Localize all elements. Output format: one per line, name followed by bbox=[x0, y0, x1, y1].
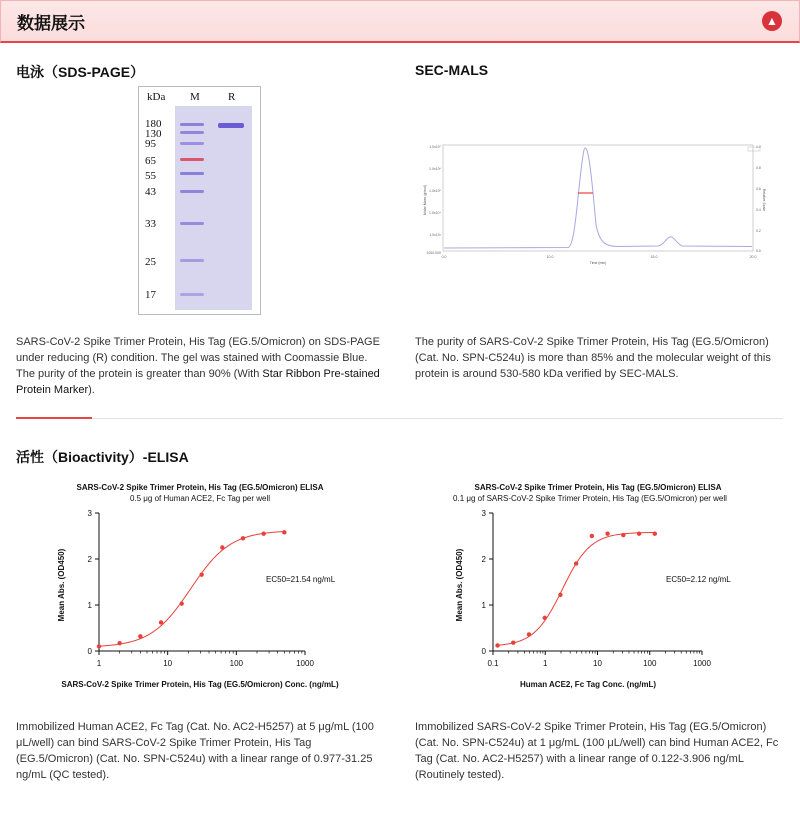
sec-mals-ytick: 1.0x10⁷ bbox=[429, 145, 441, 149]
elisa-1-caption: Immobilized Human ACE2, Fc Tag (Cat. No. AC2-H5257) at 5 μg/mL (100 μL/well) can bind SARS-CoV-2 Spike Trimer Protein, His Tag (EG.5/Omicron) (Cat. No. SPN-C524u) with a linear range of 0.977-31.25 ng/mL (QC tested). bbox=[16, 721, 374, 781]
sec-mals-y2tick: 0.8 bbox=[756, 166, 761, 170]
y-tick-label: 0 bbox=[87, 647, 92, 656]
x-tick-label: 100 bbox=[643, 659, 657, 668]
sec-mals-y2label: Relative Scale bbox=[762, 188, 766, 212]
data-point bbox=[574, 561, 578, 565]
sec-mals-y2tick: 1.0 bbox=[756, 145, 761, 149]
marker-label: 55 bbox=[145, 170, 156, 182]
sds-caption bbox=[16, 334, 386, 398]
sds-caption-text: SARS-CoV-2 Spike Trimer Protein, His Tag (EG.5/Omicron) on SDS-PAGE under reducing (R) condition. The gel was stained with Coomassie Blue. The purity of the protein is greater than 90% (With bbox=[16, 336, 380, 380]
sec-mals-xtick: 20.0 bbox=[749, 255, 757, 259]
marker-label: 33 bbox=[145, 218, 156, 230]
gel-lane-r-label: R bbox=[228, 91, 236, 103]
section-title: 数据展示 bbox=[17, 14, 85, 33]
data-point bbox=[653, 532, 657, 536]
gel-marker-band bbox=[180, 222, 204, 225]
sec-mals-y2tick: 0.2 bbox=[756, 229, 761, 233]
y-tick-label: 3 bbox=[481, 509, 486, 518]
data-point bbox=[138, 634, 142, 638]
elisa-2-title: SARS-CoV-2 Spike Trimer Protein, His Tag (EG.5/Omicron) ELISA bbox=[474, 483, 722, 492]
sec-mals-ytick: 1.0x10³ bbox=[429, 233, 441, 237]
fit-curve bbox=[498, 532, 655, 645]
gel-marker-band bbox=[180, 190, 204, 193]
section-header bbox=[0, 0, 800, 43]
marker-label: 17 bbox=[145, 289, 156, 301]
y-tick-label: 2 bbox=[481, 555, 486, 564]
data-point bbox=[199, 572, 203, 576]
marker-label: 95 bbox=[145, 138, 156, 150]
gel-marker-band bbox=[180, 142, 204, 145]
marker-label: 43 bbox=[145, 186, 156, 198]
chevron-up-icon[interactable]: ▲ bbox=[762, 11, 782, 31]
x-tick-label: 1000 bbox=[693, 659, 711, 668]
sec-mals-ytick: 1000.000 bbox=[426, 251, 441, 255]
elisa-chart-2 bbox=[408, 475, 788, 695]
data-point bbox=[495, 643, 499, 647]
data-point bbox=[261, 532, 265, 536]
sds-page-title: 电泳（SDS-PAGE） bbox=[16, 64, 145, 80]
gel-marker-band bbox=[180, 158, 204, 161]
elisa-1-xlabel: SARS-CoV-2 Spike Trimer Protein, His Tag (EG.5/Omicron) Conc. (ng/mL) bbox=[61, 680, 339, 689]
data-point bbox=[543, 616, 547, 620]
elisa-chart-1 bbox=[10, 475, 390, 695]
x-tick-label: 0.1 bbox=[487, 659, 499, 668]
section-divider-accent bbox=[16, 417, 92, 419]
elisa-2-xlabel: Human ACE2, Fc Tag Conc. (ng/mL) bbox=[519, 680, 657, 689]
sec-mals-xtick: 15.0 bbox=[650, 255, 658, 259]
elisa-1-title: SARS-CoV-2 Spike Trimer Protein, His Tag (EG.5/Omicron) ELISA bbox=[76, 483, 324, 492]
marker-label: 25 bbox=[145, 256, 156, 268]
section-divider bbox=[16, 418, 783, 419]
x-tick-label: 1 bbox=[543, 659, 548, 668]
marker-label: 180 bbox=[145, 118, 162, 130]
elisa-1-ec50: EC50=21.54 ng/mL bbox=[266, 575, 336, 584]
gel-lanes bbox=[175, 106, 252, 310]
sds-caption-end: ). bbox=[88, 384, 95, 396]
x-tick-label: 1000 bbox=[296, 659, 314, 668]
gel-marker-band bbox=[180, 131, 204, 134]
x-tick-label: 100 bbox=[229, 659, 244, 668]
data-point bbox=[511, 641, 515, 645]
elisa-2-ec50: EC50=2.12 ng/mL bbox=[666, 575, 731, 584]
sec-mals-plot-area bbox=[443, 145, 753, 251]
sec-mals-y2tick: 0.4 bbox=[756, 208, 761, 212]
x-tick-label: 10 bbox=[163, 659, 173, 668]
x-tick-label: 1 bbox=[96, 659, 102, 668]
sec-mals-title: SEC-MALS bbox=[415, 62, 489, 78]
sec-mals-ylabel: Molar Mass (g/mol) bbox=[423, 185, 427, 215]
y-tick-label: 2 bbox=[87, 555, 92, 564]
gel-sample-band bbox=[218, 123, 244, 128]
gel-marker-band bbox=[180, 123, 204, 126]
elisa-2-subtitle: 0.1 μg of SARS-CoV-2 Spike Trimer Protein, His Tag (EG.5/Omicron) per well bbox=[453, 494, 727, 503]
gel-marker-band bbox=[180, 293, 204, 296]
data-point bbox=[621, 533, 625, 537]
elisa-2-ylabel: Mean Abs. (OD450) bbox=[455, 548, 464, 622]
y-tick-label: 1 bbox=[481, 601, 486, 610]
sec-mals-caption: The purity of SARS-CoV-2 Spike Trimer Protein, His Tag (EG.5/Omicron) (Cat. No. SPN-C524u) is more than 85% and the molecular weight of this protein is around 530-580 kDa verified by SEC-MALS. bbox=[415, 336, 771, 380]
elisa-2-caption: Immobilized SARS-CoV-2 Spike Trimer Protein, His Tag (EG.5/Omicron) (Cat. No. SPN-C524u) at 1 μg/mL (100 μL/well) can bind Human ACE2, Fc Tag (Cat. No. AC2-H5257) with a linear range of 0.122-3.906 ng/mL (Routinely tested). bbox=[415, 721, 779, 781]
sec-mals-chart bbox=[418, 140, 770, 268]
data-point bbox=[637, 532, 641, 536]
marker-label: 65 bbox=[145, 155, 156, 167]
data-point bbox=[159, 620, 163, 624]
data-point bbox=[558, 593, 562, 597]
data-point bbox=[605, 532, 609, 536]
data-point bbox=[220, 545, 224, 549]
data-point bbox=[527, 632, 531, 636]
sec-mals-xtick: 0.0 bbox=[441, 255, 447, 259]
data-point bbox=[241, 536, 245, 540]
fit-curve bbox=[99, 532, 284, 647]
bioactivity-title: 活性（Bioactivity）-ELISA bbox=[16, 449, 189, 465]
elisa-1-ylabel: Mean Abs. (OD450) bbox=[57, 548, 66, 622]
y-tick-label: 3 bbox=[87, 509, 92, 518]
elisa-1-subtitle: 0.5 μg of Human ACE2, Fc Tag per well bbox=[129, 494, 271, 503]
sds-caption-link[interactable]: Star Ribbon Pre-stained Protein Marker bbox=[16, 368, 380, 396]
sec-mals-xtick: 10.0 bbox=[546, 255, 554, 259]
gel-marker-band bbox=[180, 172, 204, 175]
marker-label: 130 bbox=[145, 128, 162, 140]
sec-mals-ytick: 1.0x10⁵ bbox=[429, 189, 441, 193]
x-tick-label: 10 bbox=[593, 659, 602, 668]
data-point bbox=[97, 644, 101, 648]
y-tick-label: 1 bbox=[87, 601, 92, 610]
data-point bbox=[282, 530, 286, 534]
gel-marker-band bbox=[180, 259, 204, 262]
sec-mals-y2tick: 0.0 bbox=[756, 249, 761, 253]
sec-mals-ytick: 1.0x10⁴ bbox=[428, 211, 441, 215]
data-point bbox=[590, 534, 594, 538]
y-tick-label: 0 bbox=[481, 647, 486, 656]
data-point bbox=[179, 601, 183, 605]
gel-kda-label: kDa bbox=[147, 91, 166, 103]
gel-lane-m-label: M bbox=[190, 91, 200, 103]
data-point bbox=[117, 641, 121, 645]
sec-mals-y2tick: 0.6 bbox=[756, 187, 761, 191]
sec-mals-ytick: 1.0x10⁶ bbox=[429, 167, 441, 171]
sec-mals-xlabel: Time (min) bbox=[589, 261, 607, 265]
